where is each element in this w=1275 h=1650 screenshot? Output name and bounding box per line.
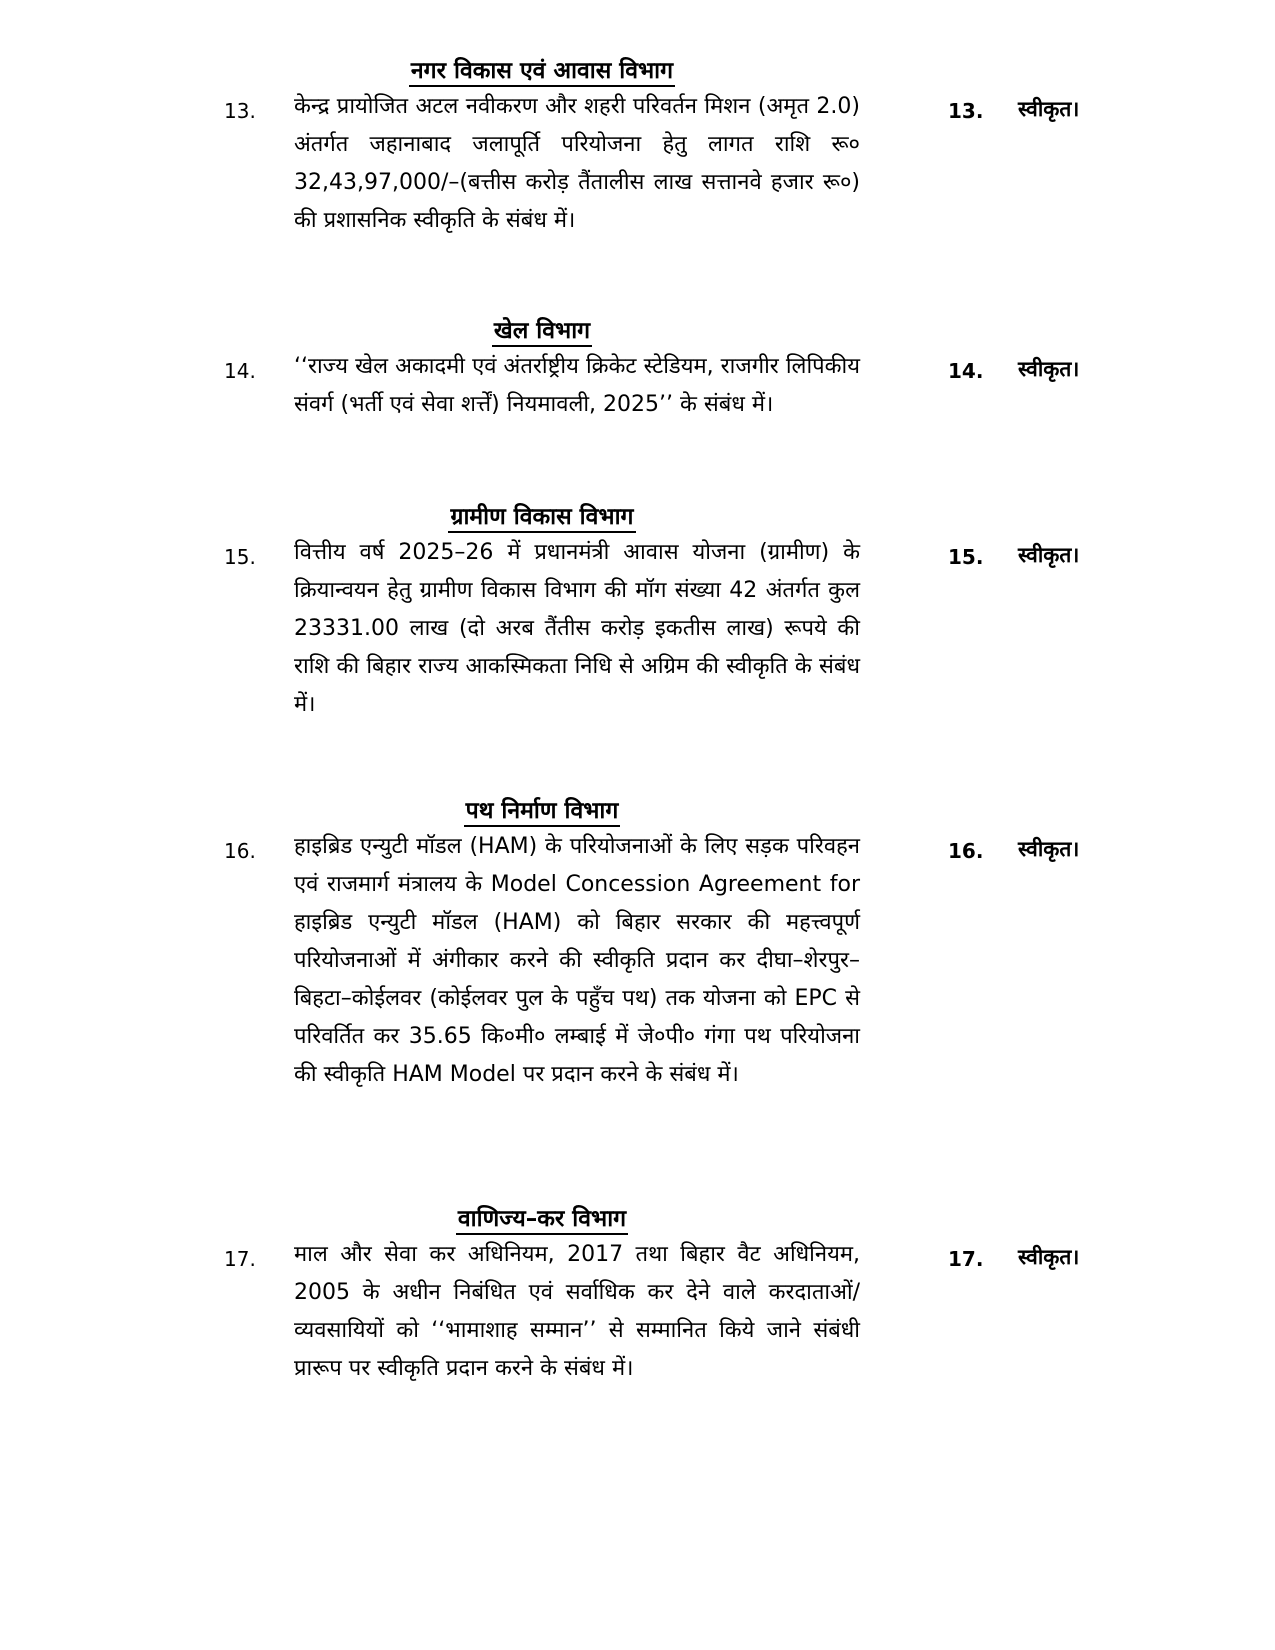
item-description: हाइब्रिड एन्युटी मॉडल (HAM) के परियोजनाओं के लिए सड़क परिवहन एवं राजमार्ग मंत्रालय के Model Concession Agreement for हाइब्रिड एन्युटी मॉडल (HAM) को बिहार सरकार की महत्त्वपूर्ण परियोजनाओं में अंगीकार करने की स्वीकृति प्रदान कर दीघा–शेरपुर–बिहटा–कोईलवर (कोईलवर पुल के पहुँच पथ) तक योजना को EPC से परिवर्तित कर 35.65 कि०मी० लम्बाई में जे०पी० गंगा पथ परियोजना की स्वीकृति HAM Model पर प्रदान करने के संबंध में। xyxy=(294,834,860,1087)
item-number: 15. xyxy=(224,545,256,569)
item-number: 14. xyxy=(224,359,256,383)
status-label: स्वीकृत। xyxy=(1018,97,1080,121)
status-label: स्वीकृत। xyxy=(1018,543,1080,567)
status-label: स्वीकृत। xyxy=(1018,357,1080,381)
status-label: स्वीकृत। xyxy=(1018,837,1080,861)
status-number: 17. xyxy=(948,1247,984,1271)
department-heading xyxy=(0,56,1084,86)
item-description: ‘‘राज्य खेल अकादमी एवं अंतर्राष्ट्रीय क्रिकेट स्टेडियम, राजगीर लिपिकीय संवर्ग (भर्ती एवं सेवा शर्त्तें) नियमावली, 2025’’ के संबंध में। xyxy=(294,354,860,417)
department-heading-text: खेल विभाग xyxy=(492,318,592,347)
status-number: 14. xyxy=(948,359,984,383)
item-description: वित्तीय वर्ष 2025–26 में प्रधानमंत्री आवास योजना (ग्रामीण) के क्रियान्वयन हेतु ग्रामीण विकास विभाग की मॉग संख्या 42 अंतर्गत कुल 23331.00 लाख (दो अरब तैंतीस करोड़ इकतीस लाख) रूपये की राशि की बिहार राज्य आकस्मिकता निधि से अग्रिम की स्वीकृति के संबंध में। xyxy=(294,540,860,717)
department-heading-text: पथ निर्माण विभाग xyxy=(464,798,621,827)
item-description: माल और सेवा कर अधिनियम, 2017 तथा बिहार वैट अधिनियम, 2005 के अधीन निबंधित एवं सर्वाधिक कर देने वाले करदाताओं/व्यवसायियों को ‘‘भामाशाह सम्मान’’ से सम्मानित किये जाने संबंधी प्रारूप पर स्वीकृति प्रदान करने के संबंध में। xyxy=(294,1242,860,1381)
department-heading-text: नगर विकास एवं आवास विभाग xyxy=(409,58,675,87)
status-label: स्वीकृत। xyxy=(1018,1245,1080,1269)
department-heading-text: वाणिज्य–कर विभाग xyxy=(456,1206,628,1235)
status-number: 16. xyxy=(948,839,984,863)
status-number: 13. xyxy=(948,99,984,123)
status-number: 15. xyxy=(948,545,984,569)
item-number: 13. xyxy=(224,99,256,123)
department-heading xyxy=(0,316,1084,346)
item-description: केन्द्र प्रायोजित अटल नवीकरण और शहरी परिवर्तन मिशन (अमृत 2.0) अंतर्गत जहानाबाद जलापूर्ति परियोजना हेतु लागत राशि रू० 32,43,97,000/–(बत्तीस करोड़ तैंतालीस लाख सत्तानवे हजार रू०) की प्रशासनिक स्वीकृति के संबंध में। xyxy=(294,94,860,233)
department-heading xyxy=(0,502,1084,532)
department-heading xyxy=(0,1204,1084,1234)
department-heading xyxy=(0,796,1084,826)
item-number: 16. xyxy=(224,839,256,863)
item-number: 17. xyxy=(224,1247,256,1271)
department-heading-text: ग्रामीण विकास विभाग xyxy=(448,504,635,533)
